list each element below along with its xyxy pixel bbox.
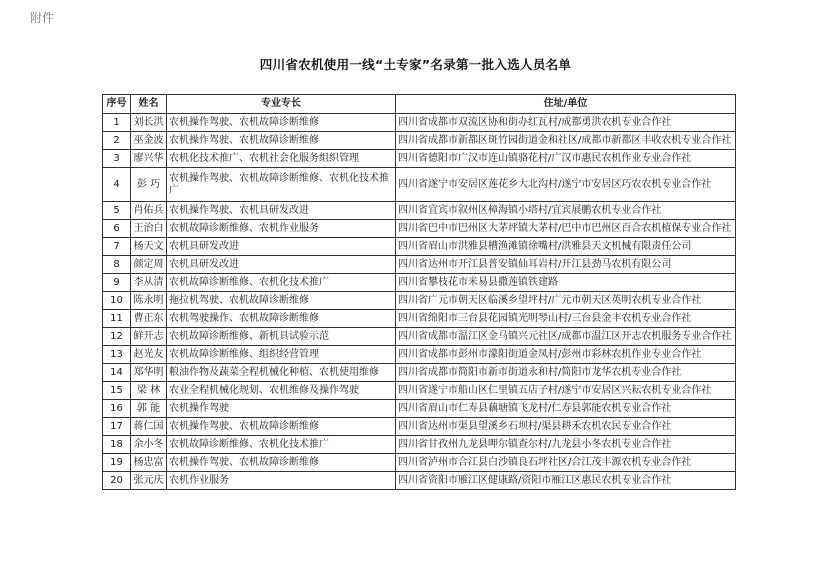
- person-name: 肖佑兵: [131, 202, 167, 220]
- header-specialty: 专业专长: [167, 95, 396, 114]
- row-index: 18: [103, 436, 131, 454]
- specialty-cell: 农机故障诊断维修、组织经营管理: [167, 346, 396, 364]
- address-cell: 四川省甘孜州九龙县呷尔镇查尔村/九龙县小冬农机专业合作社: [396, 436, 736, 454]
- person-name: 杨忠富: [131, 454, 167, 472]
- specialty-cell: 农机故障诊断维修、农机作业服务: [167, 220, 396, 238]
- person-name: 鲜开志: [131, 328, 167, 346]
- table-row: [103, 310, 736, 328]
- row-index: 13: [103, 346, 131, 364]
- table-row: [103, 382, 736, 400]
- header-index: 序号: [103, 95, 131, 114]
- address-cell: 四川省成都市新都区斑竹园街道金和社区/成都市新都区丰收农机专业合作社: [396, 132, 736, 150]
- address-cell: 四川省德阳市广汉市连山镇骆花村/广汉市惠民农机作业专业合作社: [396, 150, 736, 168]
- table-row: [103, 150, 736, 168]
- table-row: [103, 274, 736, 292]
- specialty-cell: 农机操作驾驶、农机故障诊断维修: [167, 454, 396, 472]
- row-index: 12: [103, 328, 131, 346]
- specialty-cell: 农机故障诊断维修、新机具试验示范: [167, 328, 396, 346]
- table-row: [103, 418, 736, 436]
- row-index: 1: [103, 114, 131, 132]
- address-cell: 四川省成都市简阳市新市街道永和村/简阳市龙华农机专业合作社: [396, 364, 736, 382]
- row-index: 9: [103, 274, 131, 292]
- address-cell: 四川省宜宾市叙州区樟海镇小塔村/宜宾展鹏农机专业合作社: [396, 202, 736, 220]
- specialty-cell: 农机化技术推广、农机社会化服务组织管理: [167, 150, 396, 168]
- table-row: [103, 202, 736, 220]
- table-row: [103, 400, 736, 418]
- row-index: 6: [103, 220, 131, 238]
- address-cell: 四川省成都市彭州市濛阳街道金凤村/彭州市彩林农机作业专业合作社: [396, 346, 736, 364]
- row-index: 16: [103, 400, 131, 418]
- specialty-cell: 粮油作物及蔬菜全程机械化种植、农机使用维修: [167, 364, 396, 382]
- row-index: 10: [103, 292, 131, 310]
- address-cell: 四川省达州市渠县望溪乡石坝村/渠县耕禾农机农民专业合作社: [396, 418, 736, 436]
- specialty-cell: 农机操作驾驶、农机故障诊断维修、农机化技术推广: [167, 168, 396, 202]
- table-row: [103, 220, 736, 238]
- address-cell: 四川省巴中市巴州区大茅坪镇大茅村/巴中市巴州区百合农机植保专业合作社: [396, 220, 736, 238]
- table-row: [103, 364, 736, 382]
- person-name: 陈永明: [131, 292, 167, 310]
- specialty-cell: 农机故障诊断维修、农机化技术推广: [167, 436, 396, 454]
- address-cell: 四川省泸州市合江县白沙镇良石坪社区/合江茂丰源农机专业合作社: [396, 454, 736, 472]
- row-index: 2: [103, 132, 131, 150]
- roster-table: [102, 94, 736, 490]
- person-name: 刘长洪: [131, 114, 167, 132]
- specialty-cell: 农机操作驾驶、农机故障诊断维修: [167, 132, 396, 150]
- table-row: [103, 132, 736, 150]
- table-row: [103, 472, 736, 490]
- row-index: 7: [103, 238, 131, 256]
- table-body: [103, 114, 736, 490]
- table-row: [103, 256, 736, 274]
- row-index: 17: [103, 418, 131, 436]
- address-cell: 四川省遂宁市船山区仁里镇五店子村/遂宁市安居区兴耘农机专业合作社: [396, 382, 736, 400]
- header-address: 住址/单位: [396, 95, 736, 114]
- person-name: 蒋仁国: [131, 418, 167, 436]
- specialty-cell: 农机具研发改进: [167, 256, 396, 274]
- specialty-cell: 拖拉机驾驶、农机故障诊断维修: [167, 292, 396, 310]
- address-cell: 四川省眉山市洪雅县槽渔滩镇徐嘴村/洪雅县天文机械有限责任公司: [396, 238, 736, 256]
- table-header-row: [103, 95, 736, 114]
- table-row: [103, 436, 736, 454]
- person-name: 巫金波: [131, 132, 167, 150]
- table-row: [103, 114, 736, 132]
- specialty-cell: 农机操作驾驶、农机故障诊断维修: [167, 418, 396, 436]
- person-name: 杨天文: [131, 238, 167, 256]
- table-row: [103, 292, 736, 310]
- row-index: 8: [103, 256, 131, 274]
- row-index: 15: [103, 382, 131, 400]
- specialty-cell: 农机操作驾驶、农机具研发改进: [167, 202, 396, 220]
- specialty-cell: 农机驾驶操作、农机故障诊断维修: [167, 310, 396, 328]
- address-cell: 四川省眉山市仁寿县藕塘镇飞龙村/仁寿县郭能农机专业合作社: [396, 400, 736, 418]
- person-name: 李从清: [131, 274, 167, 292]
- address-cell: 四川省绵阳市三台县花园镇光明琴山村/三台县金丰农机专业合作社: [396, 310, 736, 328]
- person-name: 梁 林: [131, 382, 167, 400]
- specialty-cell: 农业全程机械化规划、农机维修及操作驾驶: [167, 382, 396, 400]
- specialty-cell: 农机作业服务: [167, 472, 396, 490]
- address-cell: 四川省资阳市雁江区健康路/资阳市雁江区惠民农机专业合作社: [396, 472, 736, 490]
- document-title: 四川省农机使用一线“土专家”名录第一批入选人员名单: [259, 57, 572, 72]
- person-name: 曹正东: [131, 310, 167, 328]
- person-name: 赵光友: [131, 346, 167, 364]
- table-row: [103, 328, 736, 346]
- address-cell: 四川省遂宁市安居区莲花乡大北沟村/遂宁市安居区巧农农机专业合作社: [396, 168, 736, 202]
- specialty-cell: 农机操作驾驶: [167, 400, 396, 418]
- row-index: 3: [103, 150, 131, 168]
- person-name: 郑华明: [131, 364, 167, 382]
- person-name: 廖兴华: [131, 150, 167, 168]
- attachment-label: 附件: [30, 11, 55, 25]
- address-cell: 四川省攀枝花市米易县撒莲镇铁建路: [396, 274, 736, 292]
- table-row: [103, 346, 736, 364]
- table-row: [103, 454, 736, 472]
- address-cell: 四川省达州市开江县普安镇仙耳岩村/开江县劲马农机有限公司: [396, 256, 736, 274]
- person-name: 彭 巧: [131, 168, 167, 202]
- person-name: 王治白: [131, 220, 167, 238]
- table-row: [103, 168, 736, 202]
- specialty-cell: 农机故障诊断维修、农机化技术推广: [167, 274, 396, 292]
- row-index: 4: [103, 168, 131, 202]
- row-index: 5: [103, 202, 131, 220]
- row-index: 19: [103, 454, 131, 472]
- person-name: 郭 能: [131, 400, 167, 418]
- address-cell: 四川省成都市温江区金马镇兴元社区/成都市温江区开志农机服务专业合作社: [396, 328, 736, 346]
- row-index: 11: [103, 310, 131, 328]
- address-cell: 四川省广元市朝天区临溪乡望坪村/广元市朝天区英明农机专业合作社: [396, 292, 736, 310]
- address-cell: 四川省成都市双流区协和街办红瓦村/成都勇洪农机专业合作社: [396, 114, 736, 132]
- header-name: 姓名: [131, 95, 167, 114]
- specialty-cell: 农机具研发改进: [167, 238, 396, 256]
- person-name: 颜定周: [131, 256, 167, 274]
- person-name: 余小冬: [131, 436, 167, 454]
- person-name: 张元庆: [131, 472, 167, 490]
- table-row: [103, 238, 736, 256]
- row-index: 14: [103, 364, 131, 382]
- row-index: 20: [103, 472, 131, 490]
- specialty-cell: 农机操作驾驶、农机故障诊断维修: [167, 114, 396, 132]
